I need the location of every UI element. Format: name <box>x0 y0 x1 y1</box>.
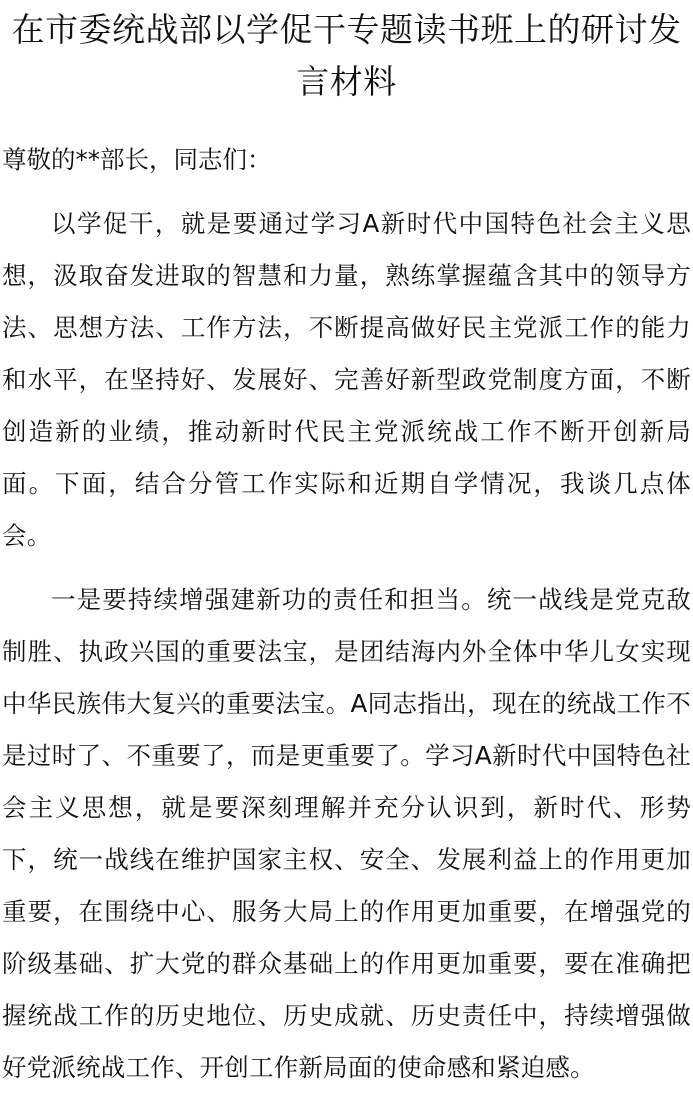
document-title: 在市委统战部以学促干专题读书班上的研讨发言材料 <box>11 10 682 101</box>
salutation: 尊敬的**部长，同志们： <box>2 145 272 174</box>
paragraph-intro: 以学促干，就是要通过学习A新时代中国特色社会主义思想，汲取奋发进取的智慧和力量，熟练掌握蕴含其中的领导方法、思想方法、工作方法，不断提高做好民主党派工作的能力和水平，在坚持好、发展好、完善好新型政党制度方面，不断创造新的业绩，推动新时代民主党派统战工作不断开创新局面。下面，结合分管工作实际和近期自学情况，我谈几点体会。 <box>2 209 691 550</box>
paragraph-point-one: 一是要持续增强建新功的责任和担当。统一战线是党克敌制胜、执政兴国的重要法宝，是团结海内外全体中华儿女实现中华民族伟大复兴的重要法宝。A同志指出，现在的统战工作不是过时了、不重要了，而是更重要了。学习A新时代中国特色社会主义思想，就是要深刻理解并充分认识到，新时代、形势下，统一战线在维护国家主权、安全、发展利益上的作用更加重要，在围绕中心、服务大局上的作用更加重要，在增强党的阶级基础、扩大党的群众基础上的作用更加重要，要在准确把握统战工作的历史地位、历史成就、历史责任中，持续增强做好党派统战工作、开创工作新局面的使命感和紧迫感。 <box>2 585 691 1082</box>
